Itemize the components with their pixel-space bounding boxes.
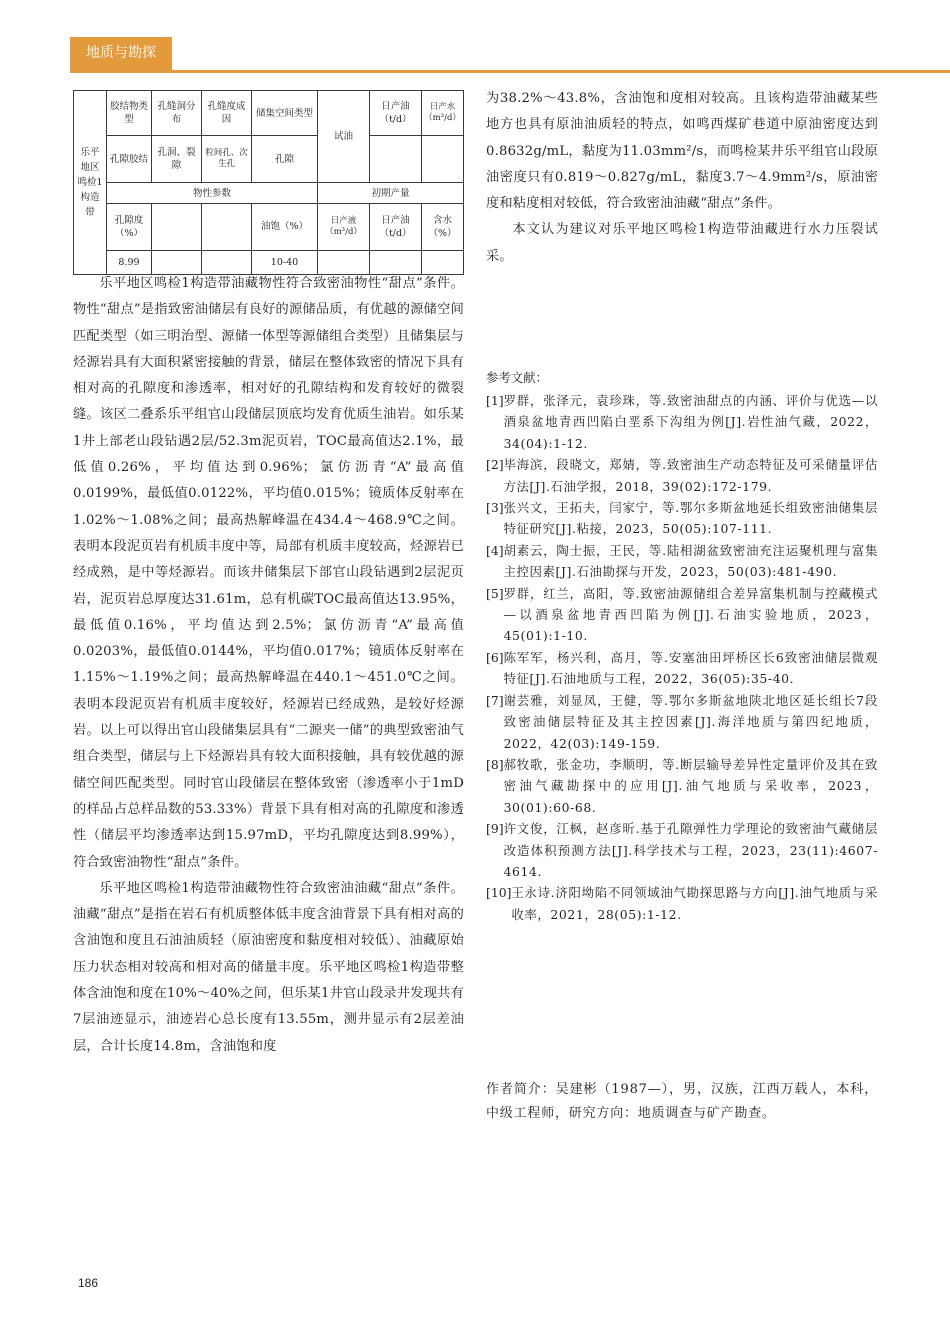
reference-text: 张兴文，王拓夫，闫家宁，等.鄂尔多斯盆地延长组致密油储集层特征研究[J].粘接，2023，50(05):107-111. bbox=[503, 500, 878, 537]
table-cell: 8.99 bbox=[107, 250, 152, 274]
table-cell: 孔隙胶结 bbox=[107, 136, 152, 183]
reference-item bbox=[486, 882, 878, 925]
left-column bbox=[73, 271, 464, 1060]
reference-number: [10] bbox=[486, 885, 512, 901]
reference-text: 王永诗.济阳坳陷不同领域油气勘探思路与方向[J].油气地质与采收率，2021，28(05):1-12. bbox=[511, 885, 878, 922]
table-cell: 日产油（t/d） bbox=[370, 203, 422, 250]
reference-number: [1] bbox=[486, 393, 504, 408]
reference-text: 罗群，张泽元，袁珍珠，等.致密油甜点的内涵、评价与优选—以酒泉盆地青西凹陷白垩系下沟组为例[J].岩性油气藏，2022，34(04):1-12. bbox=[503, 393, 878, 451]
reference-item bbox=[486, 454, 878, 497]
body-paragraph: 乐平地区鸣检1构造带油藏物性符合致密油油藏“甜点”条件。油藏“甜点”是指在岩石有机质整体低丰度含油背景下具有相对高的含油饱和度且石油油质轻（原油密度和黏度相对较低）、油藏原始压力状态相对较高和相对高的储量丰度。乐平地区鸣检1构造带整体含油饱和度在10%～40%之间，但乐某1井官山段录井发现共有7层油迹显示，油迹岩心总长度有13.55m，测井显示有2层差油层，合计长度14.8m，含油饱和度 bbox=[73, 880, 464, 1054]
reference-item bbox=[486, 390, 878, 454]
author-bio: 作者简介：吴建彬（1987—），男，汉族，江西万载人，本科，中级工程师，研究方向：地质调查与矿产勘查。 bbox=[486, 1082, 878, 1121]
reference-text: 胡素云，陶士振，王民，等.陆相湖盆致密油充注运聚机理与富集主控因素[J].石油勘探与开发，2023，50(03):481-490. bbox=[503, 542, 878, 580]
page-number: 186 bbox=[78, 1276, 99, 1290]
reference-number: [2] bbox=[486, 457, 504, 473]
reference-text: 陈军军，杨兴利，高月，等.安塞油田坪桥区长6致密油储层微观特征[J].石油地质与工程，2022，36(05):35-40. bbox=[503, 649, 878, 687]
table-side-label: 乐平地区鸣检1构造带 bbox=[74, 91, 107, 275]
table-cell: 油饱（%） bbox=[252, 203, 318, 250]
table-cell: 日产油（t/d） bbox=[370, 91, 422, 136]
reference-text: 谢芸雅，刘显凤，王健，等.鄂尔多斯盆地陕北地区延长组长7段致密油储层特征及其主控因素[J].海洋地质与第四纪地质，2022，42(03):149-159. bbox=[503, 692, 878, 751]
table-cell bbox=[202, 203, 252, 250]
table-cell: 日产水（m³/d） bbox=[422, 91, 464, 136]
reference-item bbox=[486, 647, 878, 690]
reference-number: [6] bbox=[486, 649, 504, 665]
table-cell: 含水（%） bbox=[422, 203, 464, 250]
right-column bbox=[486, 86, 878, 270]
table-cell: 物性参数 bbox=[107, 183, 318, 203]
reference-text: 许文俊，江枫，赵彦昕.基于孔隙弹性力学理论的致密油气藏储层改造体积预测方法[J].科学技术与工程，2023，23(11):4607-4614. bbox=[503, 821, 878, 879]
reference-number: [3] bbox=[486, 500, 504, 516]
table-cell: 日产液（m³/d） bbox=[318, 203, 370, 250]
reference-item bbox=[486, 818, 878, 882]
reference-text: 罗群，红兰，高阳，等.致密油源储组合差异富集机制与控藏模式—以酒泉盆地青西凹陷为例[J].石油实验地质，2023，45(01):1-10. bbox=[503, 585, 878, 644]
header-band bbox=[70, 37, 950, 73]
reference-number: [5] bbox=[486, 585, 504, 601]
reference-number: [4] bbox=[486, 542, 504, 558]
table-cell: 孔隙 bbox=[252, 136, 318, 183]
table-cell: 储集空间类型 bbox=[252, 91, 318, 136]
references bbox=[486, 368, 878, 925]
body-paragraph: 本文认为建议对乐平地区鸣检1构造带油藏进行水力压裂试采。 bbox=[486, 222, 878, 264]
reference-number: [7] bbox=[486, 692, 504, 708]
reference-item bbox=[486, 583, 878, 647]
table-cell: 孔洞、裂隙 bbox=[152, 136, 202, 183]
body-paragraph: 为38.2%～43.8%，含油饱和度相对较高。且该构造带油藏某些地方也具有原油油质轻的特点，如鸣西煤矿巷道中原油密度达到0.8632g/mL，黏度为11.03mm²/s，而鸣检某井乐平组官山段原油密度只有0.819～0.827g/mL，黏度3.7～4.9mm²/s，原油密度和粘度相对较低，符合致密油油藏“甜点”条件。 bbox=[486, 91, 878, 212]
table-cell bbox=[152, 203, 202, 250]
reference-item bbox=[486, 540, 878, 583]
reference-text: 毕海滨，段晓文，郑婧，等.致密油生产动态特征及可采储量评估方法[J].石油学报，2018，39(02):172-179. bbox=[503, 457, 878, 494]
reference-number: [8] bbox=[486, 756, 504, 772]
table-cell: 初期产量 bbox=[318, 183, 464, 203]
table-cell: 10-40 bbox=[252, 250, 318, 274]
table-cell: 孔缝洞分布 bbox=[152, 91, 202, 136]
table-cell: 粒间孔、次生孔 bbox=[202, 136, 252, 183]
table-cell bbox=[370, 136, 422, 183]
references-title: 参考文献： bbox=[486, 370, 548, 385]
table-cell bbox=[422, 136, 464, 183]
section-label: 地质与勘探 bbox=[70, 37, 172, 70]
reference-item bbox=[486, 690, 878, 754]
reference-text: 郝牧歌，张金功，李顺明，等.断层输导差异性定量评价及其在致密油气藏勘探中的应用[J].油气地质与采收率，2023，30(01):60-68. bbox=[503, 756, 878, 815]
reference-item bbox=[486, 497, 878, 540]
table-cell: 孔缝度成因 bbox=[202, 91, 252, 136]
table-cell: 孔隙度（%） bbox=[107, 203, 152, 250]
reference-number: [9] bbox=[486, 821, 504, 837]
reference-item bbox=[486, 754, 878, 818]
data-table bbox=[73, 90, 464, 275]
table-cell: 试油 bbox=[318, 91, 370, 183]
table-cell: 胶结物类型 bbox=[107, 91, 152, 136]
body-paragraph: 乐平地区鸣检1构造带油藏物性符合致密油物性“甜点”条件。物性“甜点”是指致密油储层有良好的源储品质，有优越的源储空间匹配类型（如三明治型、源储一体型等源储组合类型）且储集层与烃源岩具有大面积紧密接触的背景，储层在整体致密的情况下具有相对高的孔隙度和渗透率，相对好的孔隙结构和发育较好的微裂缝。该区二叠系乐平组官山段储层顶底均发育优质生油岩。如乐某1井上部老山段钻遇2层/52.3m泥页岩，TOC最高值达2.1%，最低值0.26%，平均值达到0.96%；氯仿沥青“A”最高值0.0199%，最低值0.0122%，平均值0.015%；镜质体反射率在1.02%～1.08%之间；最高热解峰温在434.4～468.9℃之间。表明本段泥页岩有机质丰度中等，局部有机质丰度较高，烃源岩已经成熟，是中等烃源岩。而该井储集层下部官山段钻遇到2层泥页岩，泥页岩总厚度达31.61m，总有机碳TOC最高值达13.95%，最低值0.16%，平均值达到2.5%；氯仿沥青“A”最高值0.0203%，最低值0.0144%，平均值0.017%；镜质体反射率在1.15%～1.19%之间；最高热解峰温在440.1～451.0℃之间。表明本段泥页岩有机质丰度较好，烃源岩已经成熟，是较好烃源岩。以上可以得出官山段储集层具有“二源夹一储”的典型致密油气组合类型，储层与上下烃源岩具有较大面积接触，具有较优越的源储空间匹配类型。同时官山段储层在整体致密（渗透率小于1mD的样品占总样品数的53.33%）背景下具有相对高的孔隙度和渗透性（储层平均渗透率达到15.97mD，平均孔隙度达到8.99%），符合致密油物性“甜点”条件。 bbox=[73, 276, 464, 870]
